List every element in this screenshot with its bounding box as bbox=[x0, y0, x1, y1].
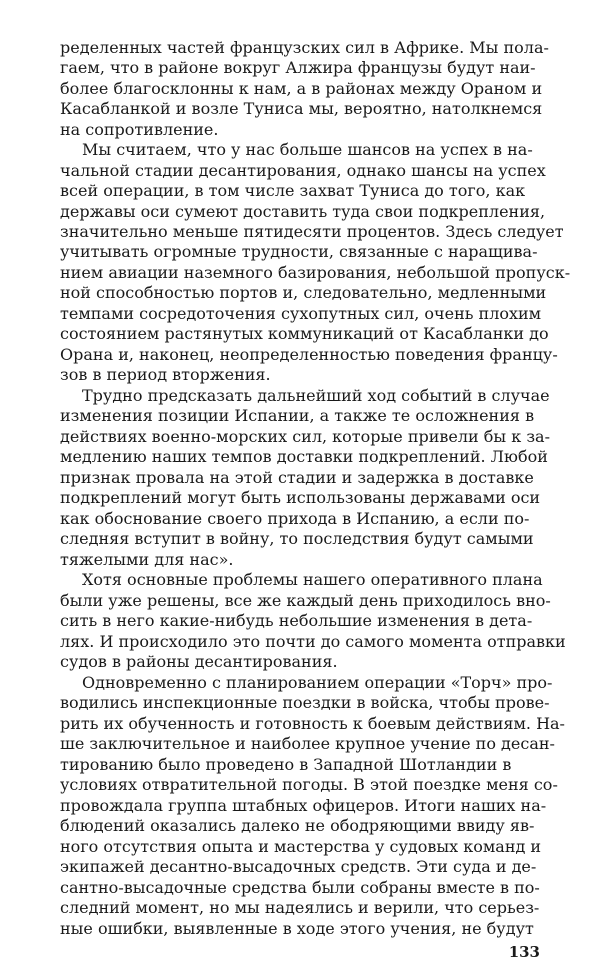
text-line: значительно меньше пятидесяти процентов. Здесь следует bbox=[60, 222, 564, 241]
text-line: условиях отвратительной погоды. В этой поездке меня со- bbox=[60, 775, 558, 794]
text-line: лях. И происходило это почти до самого момента отправки bbox=[60, 632, 566, 651]
text-line: провождала группа штабных офицеров. Итоги наших на- bbox=[60, 796, 547, 815]
text-line: чальной стадии десантирования, однако шансы на успех bbox=[60, 161, 546, 180]
text-line: ределенных частей французских сил в Африке. Мы пола- bbox=[60, 38, 549, 57]
text-line: ше заключительное и наиболее крупное учение по десан- bbox=[60, 734, 555, 753]
page-number: 133 bbox=[508, 943, 540, 961]
text-line: экипажей десантно-высадочных средств. Эти суда и де- bbox=[60, 857, 537, 876]
text-line: блюдений оказались далеко не ободряющими ввиду яв- bbox=[60, 816, 535, 835]
paragraph-first-line: Мы считаем, что у нас больше шансов на успех в на- bbox=[82, 140, 533, 159]
text-line: изменения позиции Испании, а также те осложнения в bbox=[60, 406, 535, 425]
text-line: нием авиации наземного базирования, небольшой пропуск- bbox=[60, 263, 571, 282]
text-line: более благосклонны к нам, а в районах между Ораном и bbox=[60, 79, 543, 98]
paragraph-first-line: Хотя основные проблемы нашего оперативного плана bbox=[82, 570, 543, 589]
text-line: на сопротивление. bbox=[60, 120, 219, 139]
text-line: тированию было проведено в Западной Шотландии в bbox=[60, 755, 512, 774]
text-line: рить их обученность и готовность к боевым действиям. На- bbox=[60, 714, 565, 733]
text-line: следняя вступит в войну, то последствия будут самыми bbox=[60, 529, 534, 548]
text-line: тяжелыми для нас». bbox=[60, 550, 234, 569]
text-line: подкреплений могут быть использованы державами оси bbox=[60, 488, 541, 507]
text-line: гаем, что в районе вокруг Алжира французы будут наи- bbox=[60, 58, 536, 77]
text-line: Орана и, наконец, неопределенностью поведения францу- bbox=[60, 345, 558, 364]
text-line: были уже решены, все же каждый день приходилось вно- bbox=[60, 591, 551, 610]
text-line: сантно-высадочные средства были собраны вместе в по- bbox=[60, 878, 540, 897]
text-line: водились инспекционные поездки в войска, чтобы прове- bbox=[60, 693, 550, 712]
text-line: зов в период вторжения. bbox=[60, 365, 271, 384]
text-line: ного отсутствия опыта и мастерства у судовых команд и bbox=[60, 837, 542, 856]
text-line: следний момент, но мы надеялись и верили, что серьез- bbox=[60, 898, 540, 917]
text-line: темпами сосредоточения сухопутных сил, очень плохим bbox=[60, 304, 542, 323]
text-line: состоянием растянутых коммуникаций от Касабланки до bbox=[60, 324, 549, 343]
text-line: действиях военно-морских сил, которые привели бы к за- bbox=[60, 427, 550, 446]
text-line: Касабланкой и возле Туниса мы, вероятно, натолкнемся bbox=[60, 99, 543, 118]
text-line: учитывать огромные трудности, связанные с наращива- bbox=[60, 242, 538, 261]
text-line: державы оси сумеют доставить туда свои подкрепления, bbox=[60, 202, 546, 221]
paragraph-first-line: Одновременно с планированием операции «Торч» про- bbox=[82, 673, 553, 692]
text-line: медлению наших темпов доставки подкреплений. Любой bbox=[60, 447, 548, 466]
text-line: признак провала на этой стадии и задержка в доставке bbox=[60, 468, 534, 487]
text-line: ной способностью портов и, следовательно, медленными bbox=[60, 283, 547, 302]
text-line: ные ошибки, выявленные в ходе этого учения, не будут bbox=[60, 919, 534, 938]
text-line: всей операции, в том числе захват Туниса до того, как bbox=[60, 181, 526, 200]
text-line: сить в него какие-нибудь небольшие изменения в дета- bbox=[60, 611, 533, 630]
text-line: как обоснование своего прихода в Испанию, а если по- bbox=[60, 509, 530, 528]
text-line: судов в районы десантирования. bbox=[60, 652, 338, 671]
paragraph-first-line: Трудно предсказать дальнейший ход событий в случае bbox=[82, 386, 550, 405]
